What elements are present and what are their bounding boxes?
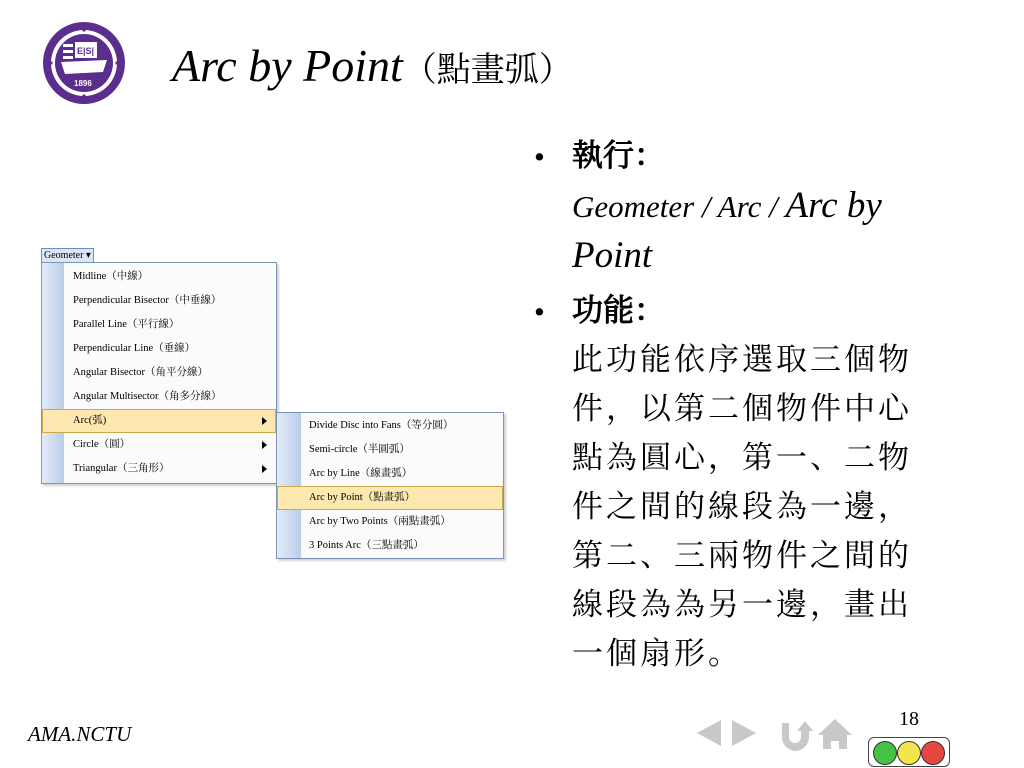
desc-line: 線段為為另一邊，畫出 bbox=[572, 587, 912, 623]
navigation-buttons bbox=[694, 711, 864, 755]
menu-item-label: Circle（圓） bbox=[73, 439, 131, 450]
geometer-menu bbox=[41, 262, 277, 484]
menu-item-angular-bisector[interactable] bbox=[42, 361, 276, 385]
bullet-heading: 執行： bbox=[572, 138, 665, 174]
menu-item-label: Arc by Two Points（兩點畫弧） bbox=[309, 516, 451, 527]
next-arrow-icon[interactable] bbox=[732, 720, 756, 746]
green-light-icon[interactable] bbox=[873, 741, 897, 765]
red-light-icon[interactable] bbox=[921, 741, 945, 765]
menu-item-label: Arc by Line（線畫弧） bbox=[309, 468, 413, 479]
title-latin: Arc by Point bbox=[172, 40, 403, 91]
desc-line: 此功能依序選取三個物 bbox=[572, 342, 912, 378]
yellow-light-icon[interactable] bbox=[897, 741, 921, 765]
submenu-arrow-icon bbox=[262, 417, 267, 425]
submenu-arrow-icon bbox=[262, 465, 267, 473]
geometer-menubar-label: Geometer ▾ bbox=[44, 250, 91, 261]
submenu-item-3-points-arc[interactable] bbox=[277, 534, 503, 558]
bullet-function bbox=[534, 287, 974, 679]
menu-item-label: Divide Disc into Fans（等分圓） bbox=[309, 420, 454, 431]
desc-line: 件，以第二個物件中心 bbox=[572, 391, 912, 427]
menu-path-big: Arc by bbox=[785, 185, 882, 226]
submenu-item-arc-by-point[interactable] bbox=[277, 486, 503, 510]
menu-item-circle[interactable] bbox=[42, 433, 276, 457]
menu-item-label: Arc by Point（點畫弧） bbox=[309, 492, 416, 503]
menu-path-line2-text: Point bbox=[572, 235, 653, 276]
menu-path-prefix: Geometer / Arc / bbox=[572, 189, 786, 224]
svg-text:E|S|: E|S| bbox=[77, 46, 95, 56]
menu-item-angular-multisector[interactable] bbox=[42, 385, 276, 409]
menu-item-label: Semi-circle（半圓弧） bbox=[309, 444, 410, 455]
bullet-heading: 功能： bbox=[572, 293, 665, 329]
menu-item-label: Midline（中線） bbox=[73, 271, 149, 282]
desc-line: 點為圓心，第一、二物 bbox=[572, 440, 912, 476]
menu-item-label: Arc(弧) bbox=[73, 415, 107, 426]
desc-line: 件之間的線段為一邊， bbox=[572, 489, 912, 525]
menu-item-perpendicular-line[interactable] bbox=[42, 337, 276, 361]
menu-item-perpendicular-bisector[interactable] bbox=[42, 289, 276, 313]
bullet-list bbox=[534, 132, 974, 685]
menu-item-midline[interactable] bbox=[42, 265, 276, 289]
return-icon[interactable] bbox=[782, 721, 813, 751]
page-number: 18 bbox=[899, 708, 919, 730]
submenu-item-semi-circle[interactable] bbox=[277, 438, 503, 462]
footer-text: AMA.NCTU bbox=[28, 722, 132, 746]
menu-item-label: 3 Points Arc（三點畫弧） bbox=[309, 540, 424, 551]
home-icon[interactable] bbox=[818, 719, 852, 749]
desc-line: 一個扇形。 bbox=[572, 636, 742, 672]
arc-submenu bbox=[276, 412, 504, 559]
submenu-item-divide-disc[interactable] bbox=[277, 414, 503, 438]
nctu-logo bbox=[41, 20, 127, 106]
geometer-menubar-item[interactable] bbox=[41, 248, 94, 263]
logo-year: 1896 bbox=[74, 79, 92, 88]
submenu-arrow-icon bbox=[262, 441, 267, 449]
title-cjk: （點畫弧） bbox=[402, 50, 573, 90]
submenu-item-arc-by-line[interactable] bbox=[277, 462, 503, 486]
bullet-dot: • bbox=[534, 294, 545, 329]
slide-title bbox=[172, 38, 573, 94]
menu-path bbox=[572, 181, 974, 231]
traffic-lights bbox=[868, 737, 950, 767]
prev-arrow-icon[interactable] bbox=[697, 720, 721, 746]
menu-item-label: Angular Bisector（角平分線） bbox=[73, 367, 209, 378]
menu-item-arc[interactable] bbox=[42, 409, 276, 433]
menu-item-label: Triangular（三角形） bbox=[73, 463, 170, 474]
bullet-execute bbox=[534, 132, 974, 281]
menu-item-label: Perpendicular Bisector（中垂線） bbox=[73, 295, 222, 306]
menu-item-parallel-line[interactable] bbox=[42, 313, 276, 337]
menu-item-triangular[interactable] bbox=[42, 457, 276, 481]
menu-item-label: Parallel Line（平行線） bbox=[73, 319, 180, 330]
desc-line: 第二、三兩物件之間的 bbox=[572, 538, 912, 574]
bullet-dot: • bbox=[534, 139, 545, 174]
menu-item-label: Angular Multisector（角多分線） bbox=[73, 391, 222, 402]
menu-item-label: Perpendicular Line（垂線） bbox=[73, 343, 196, 354]
menu-path-line2 bbox=[572, 231, 974, 281]
submenu-item-arc-by-two-points[interactable] bbox=[277, 510, 503, 534]
